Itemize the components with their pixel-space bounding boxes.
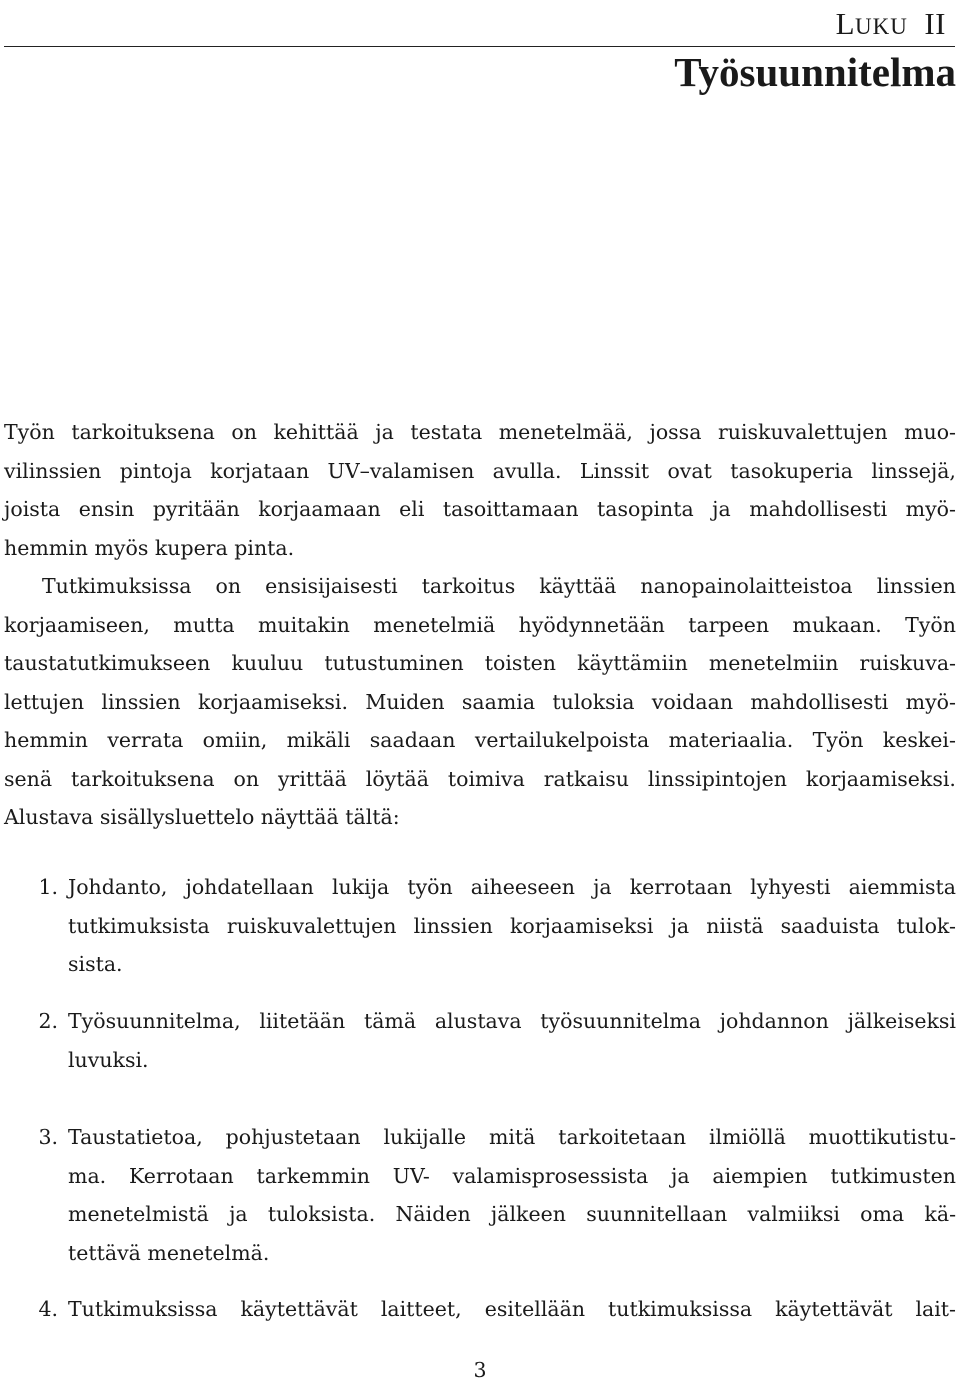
- text-line: tettävä menetelmä.: [68, 1240, 270, 1265]
- paragraph-1: [4, 413, 956, 567]
- list-item-number: 2.: [38, 1009, 58, 1033]
- paragraph-2: [4, 567, 956, 837]
- list-item-text: [68, 1118, 956, 1272]
- list-item-number: 1.: [38, 875, 58, 899]
- text-line: senä tarkoituksena on yrittää löytää toimiva ratkaisu linssipintojen korjaamiseksi.: [4, 766, 956, 791]
- text-line: menetelmistä ja tuloksista. Näiden jälkeen suunnitellaan valmiiksi oma kä-: [68, 1202, 956, 1226]
- text-line: taustatutkimukseen kuuluu tutustuminen toisten käyttämiin menetelmiin ruiskuva-: [4, 651, 956, 675]
- text-line: korjaamiseen, mutta muitakin menetelmiä hyödynnetään tarpeen mukaan. Työn: [4, 612, 956, 637]
- text-line: Alustava sisällysluettelo näyttää tältä:: [4, 805, 400, 829]
- text-line: joista ensin pyritään korjaamaan eli tasoittamaan tasopinta ja mahdollisesti myö-: [4, 497, 956, 521]
- list-item-number: 3.: [38, 1125, 58, 1149]
- text-line: sista.: [68, 952, 123, 976]
- chapter-label-lead: L: [835, 6, 855, 41]
- chapter-title: Työsuunnitelma: [674, 49, 956, 95]
- text-line: luvuksi.: [68, 1047, 149, 1072]
- text-line: Taustatietoa, pohjustetaan lukijalle mitä tarkoitetaan ilmiöllä muottikutistu-: [68, 1125, 956, 1149]
- text-line: lettujen linssien korjaamiseksi. Muiden saamia tuloksia voidaan mahdollisesti myö-: [4, 689, 956, 714]
- list-item-text: [68, 1290, 956, 1329]
- text-line: Johdanto, johdatellaan lukija työn aiheeseen ja kerrotaan lyhyesti aiemmista: [68, 875, 956, 899]
- text-line: Tutkimuksissa käytettävät laitteet, esitellään tutkimuksissa käytettävät lait-: [68, 1297, 956, 1321]
- chapter-label: [836, 6, 946, 42]
- text-line: hemmin verrata omiin, mikäli saadaan vertailukelpoista materiaalia. Työn keskei-: [4, 728, 956, 752]
- text-line: Työsuunnitelma, liitetään tämä alustava työsuunnitelma johdannon jälkeiseksi: [68, 1009, 956, 1033]
- header-rule: [4, 46, 955, 47]
- list-item-text: [68, 868, 956, 984]
- page-number: 3: [473, 1358, 487, 1382]
- text-line: tutkimuksista ruiskuvalettujen linssien korjaamiseksi ja niistä saaduista tulok-: [68, 913, 956, 938]
- chapter-label-rest: UKU: [855, 14, 908, 39]
- chapter-number: II: [924, 6, 946, 41]
- text-line: hemmin myös kupera pinta.: [4, 535, 295, 560]
- text-line: vilinssien pintoja korjataan UV–valamisen avulla. Linssit ovat tasokuperia linssejä,: [4, 458, 956, 483]
- text-line: Tutkimuksissa on ensisijaisesti tarkoitus käyttää nanopainolaitteistoa linssien: [42, 574, 956, 598]
- text-line: ma. Kerrotaan tarkemmin UV- valamisprosessista ja aiempien tutkimusten: [68, 1163, 956, 1188]
- list-item-text: [68, 1002, 956, 1079]
- list-item-number: 4.: [38, 1297, 58, 1321]
- text-line: Työn tarkoituksena on kehittää ja testata menetelmää, jossa ruiskuvalettujen muo-: [4, 420, 956, 444]
